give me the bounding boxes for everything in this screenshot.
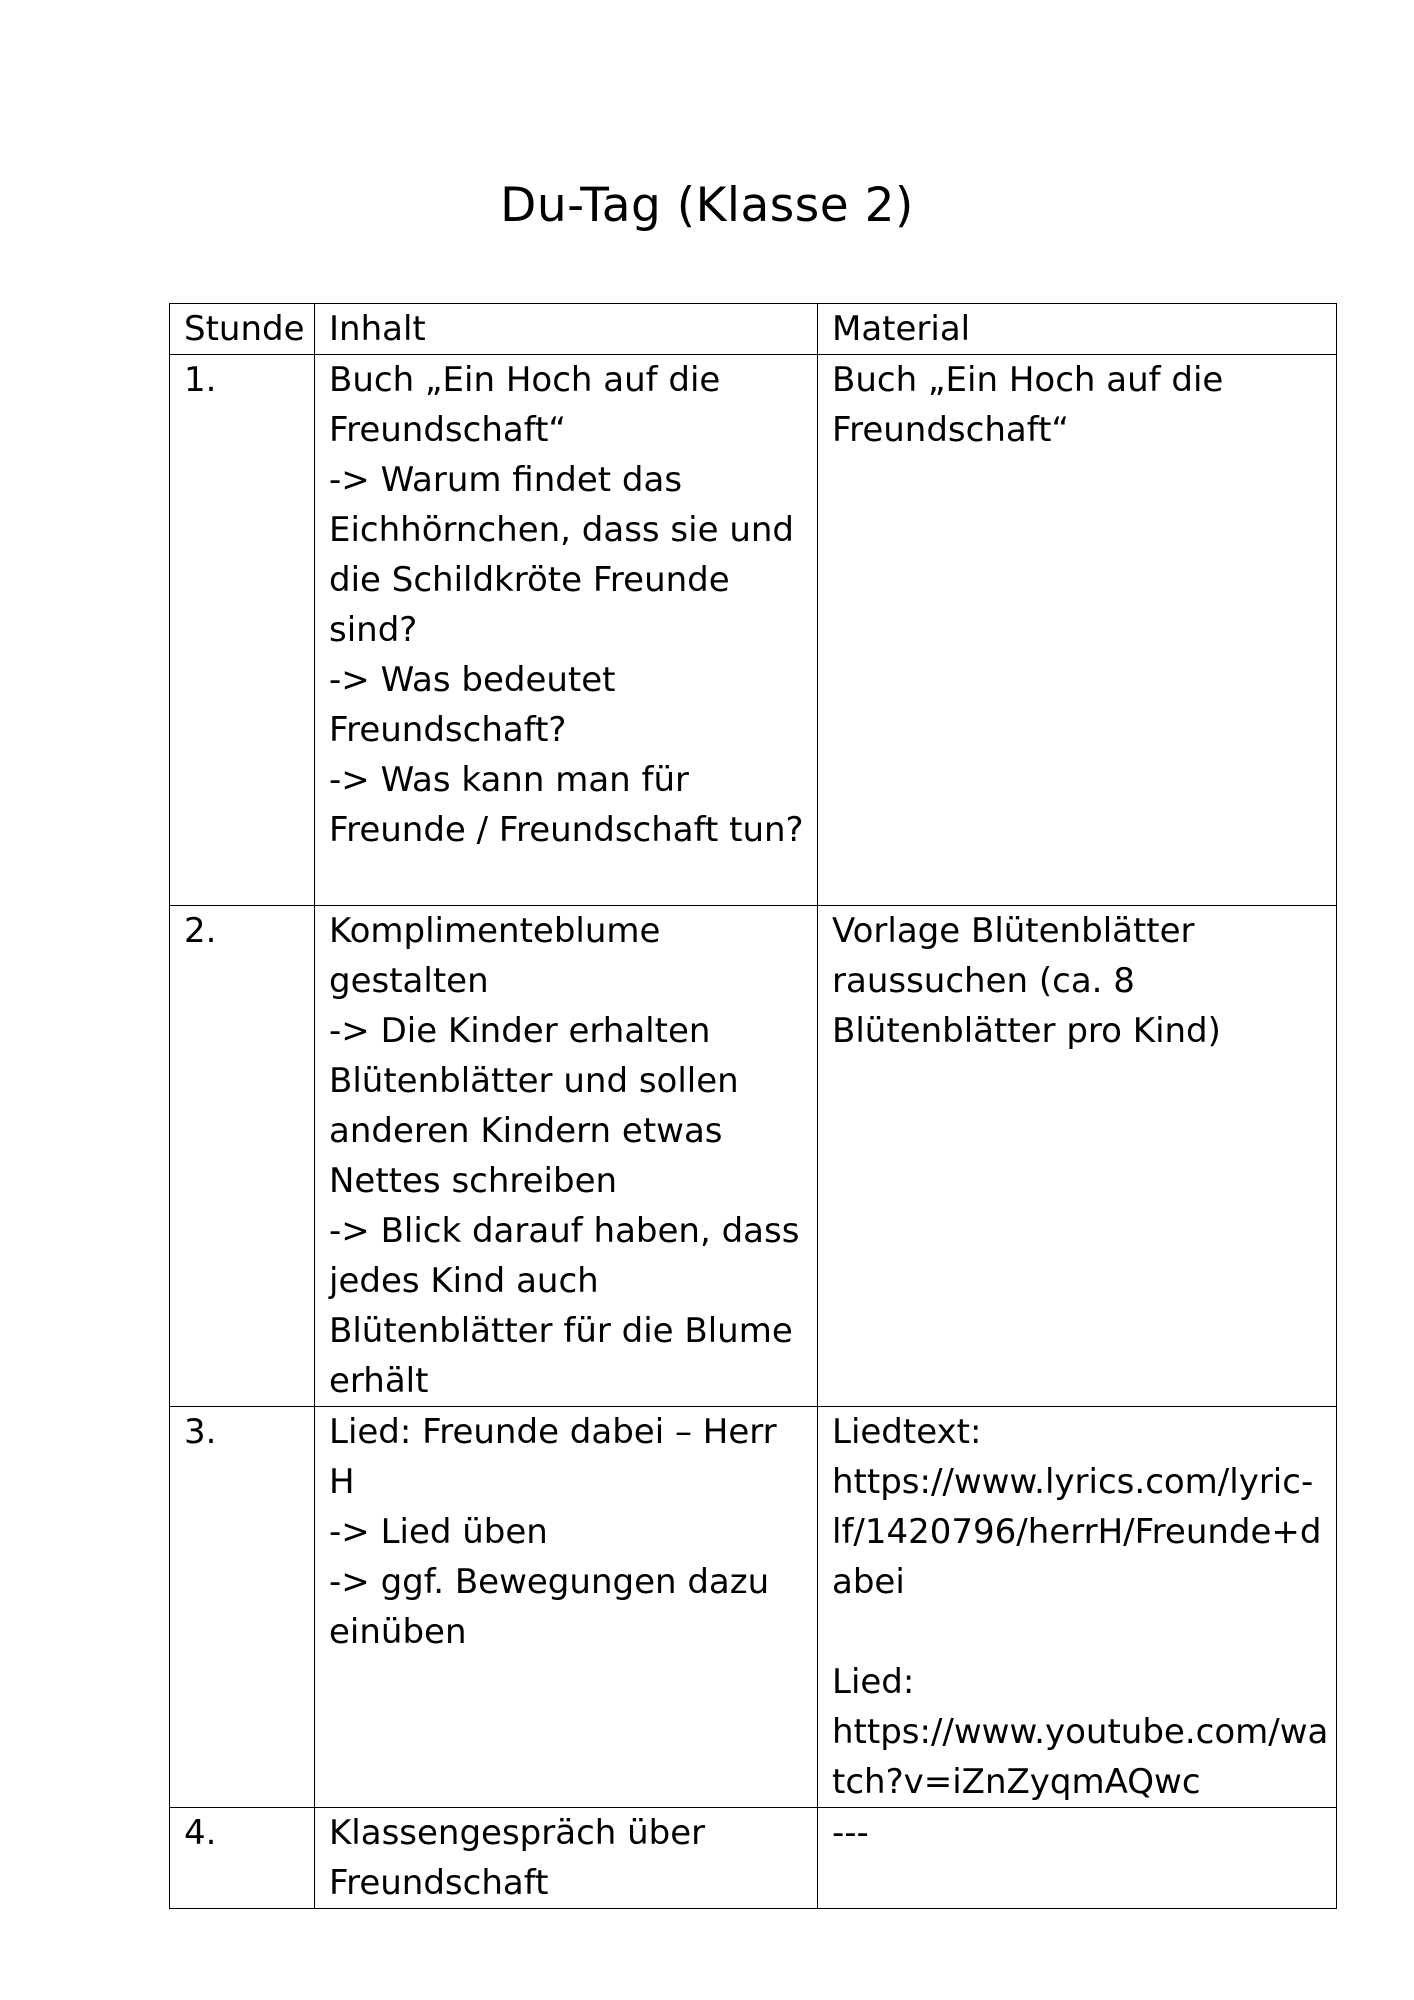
cell-stunde: 1.	[170, 355, 315, 906]
table-header-row	[170, 304, 1337, 355]
table-row	[170, 355, 1337, 906]
table-row	[170, 1407, 1337, 1808]
cell-inhalt: Komplimenteblume gestalten -> Die Kinder erhalten Blütenblätter und sollen anderen Kindern etwas Nettes schreiben -> Blick darauf haben, dass jedes Kind auch Blütenblätter für die Blume erhält	[315, 906, 818, 1407]
cell-material: ---	[818, 1808, 1337, 1909]
header-material: Material	[818, 304, 1337, 355]
cell-inhalt: Lied: Freunde dabei – Herr H -> Lied üben -> ggf. Bewegungen dazu einüben	[315, 1407, 818, 1808]
page-title: Du-Tag (Klasse 2)	[500, 178, 914, 233]
cell-stunde: 3.	[170, 1407, 315, 1808]
cell-stunde: 2.	[170, 906, 315, 1407]
cell-material: Vorlage Blütenblätter raussuchen (ca. 8 Blütenblätter pro Kind)	[818, 906, 1337, 1407]
cell-inhalt: Klassengespräch über Freundschaft	[315, 1808, 818, 1909]
lesson-plan-table	[169, 303, 1337, 1909]
cell-inhalt: Buch „Ein Hoch auf die Freundschaft“ -> Warum findet das Eichhörnchen, dass sie und die Schildkröte Freunde sind? -> Was bedeutet Freundschaft? -> Was kann man für Freunde / Freundschaft tun?	[315, 355, 818, 906]
cell-stunde: 4.	[170, 1808, 315, 1909]
header-stunde: Stunde	[170, 304, 315, 355]
table-row	[170, 906, 1337, 1407]
table-row	[170, 1808, 1337, 1909]
cell-material: Liedtext: https://www.lyrics.com/lyric-lf/1420796/herrH/Freunde+dabei Lied: https://www.youtube.com/watch?v=iZnZyqmAQwc	[818, 1407, 1337, 1808]
header-inhalt: Inhalt	[315, 304, 818, 355]
cell-material: Buch „Ein Hoch auf die Freundschaft“	[818, 355, 1337, 906]
